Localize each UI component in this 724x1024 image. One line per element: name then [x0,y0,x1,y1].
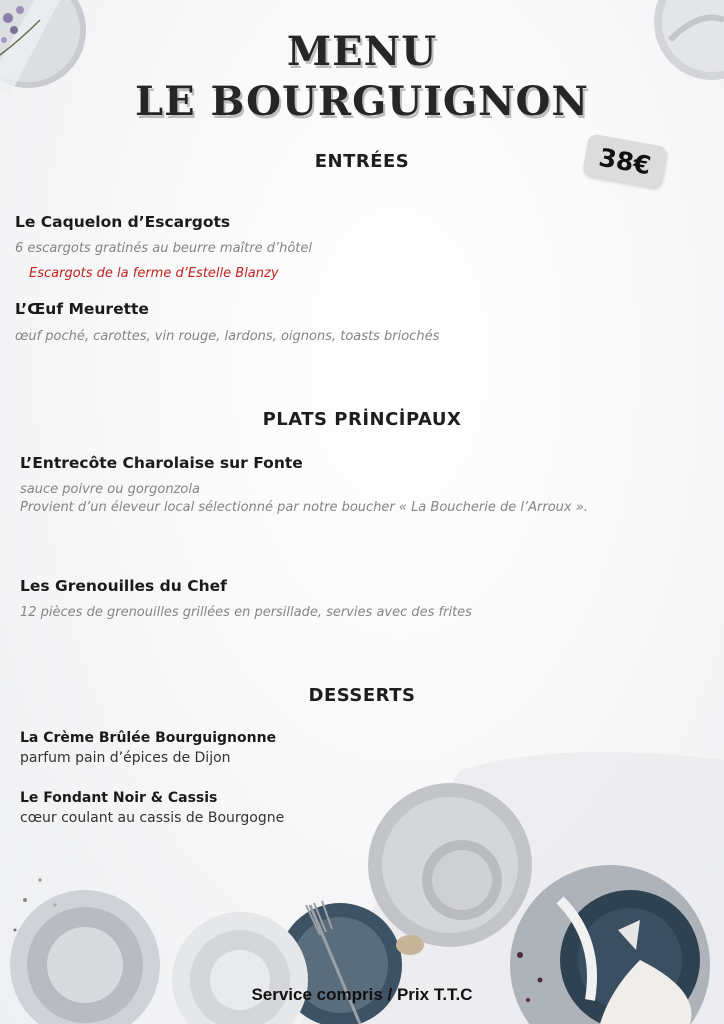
price-value: 38€ [596,142,654,180]
dessert-description: cœur coulant au cassis de Bourgogne [20,810,285,826]
menu-title: MENU [286,28,438,75]
dish-name: L’Entrecôte Charolaise sur Fonte [20,454,303,472]
dish-name: Les Grenouilles du Chef [20,577,227,595]
dish-origin-note: Escargots de la ferme d’Estelle Blanzy [29,266,279,281]
dish-description: œuf poché, carottes, vin rouge, lardons, oignons, toasts briochés [15,329,440,344]
footer-note: Service compris / Prix T.T.C [251,985,473,1004]
dessert-name: La Crème Brûlée Bourguignonne [20,730,277,746]
section-heading-plats: PLATS PRİNCİPAUX [262,409,462,430]
dish-description: 6 escargots gratinés au beurre maître d’hôtel [15,241,313,256]
dessert-name: Le Fondant Noir & Cassis [20,790,218,806]
dish-description: 12 pièces de grenouilles grillées en persillade, servies avec des frites [20,605,472,620]
dish-name: Le Caquelon d’Escargots [15,213,231,231]
dish-description: Provient d’un éleveur local sélectionné par notre boucher « La Boucherie de l’Arroux ». [20,500,588,515]
dish-name: L’Œuf Meurette [15,300,149,318]
dessert-description: parfum pain d’épices de Dijon [20,750,231,766]
section-heading-desserts: DESSERTS [308,685,416,706]
restaurant-name: LE BOURGUIGNON [135,78,589,125]
section-heading-entrees: ENTRÉES [314,151,410,172]
dish-description: sauce poivre ou gorgonzola [20,482,200,497]
